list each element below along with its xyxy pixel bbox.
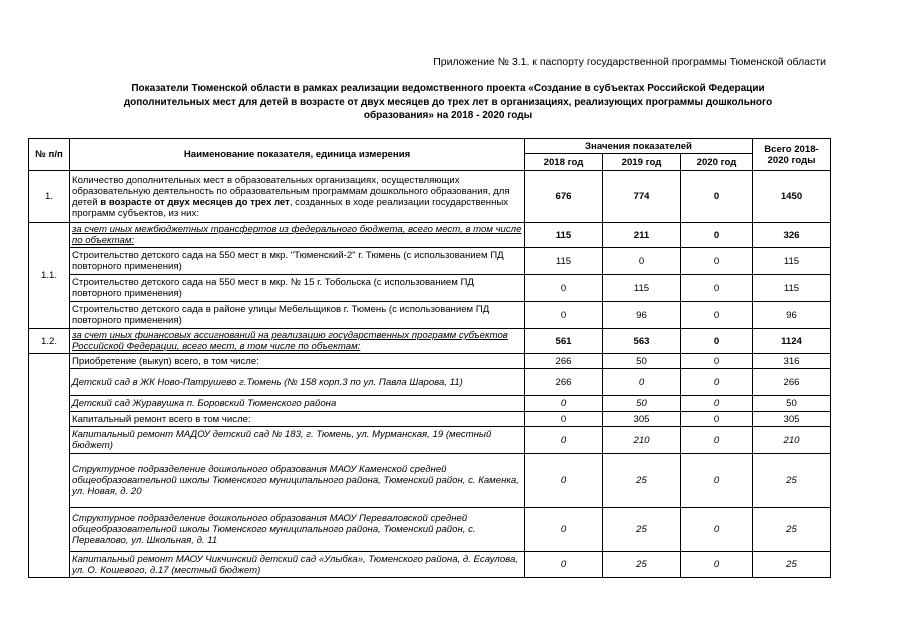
row-num-empty xyxy=(29,354,70,578)
row-name: Количество дополнительных мест в образовательных организациях, осуществляющих образовательную деятельность по образовательным программам дошкольного образования, для детей в возрасте от двух месяцев до трех лет, созданных в ходе реализации государственных программ субъектов, из них: xyxy=(70,171,525,223)
table-row xyxy=(29,171,831,223)
value-total: 25 xyxy=(753,552,831,578)
table-row xyxy=(29,396,831,412)
table-row xyxy=(29,412,831,427)
row-name: Структурное подразделение дошкольного образования МАОУ Перевaловской средней общеобразовательной школы Тюменского муниципального района, Тюменский район, с. Перевалово, ул. Школьная, д. 11 xyxy=(70,508,525,552)
value-2019: 50 xyxy=(603,354,681,369)
row-num: 1.2. xyxy=(29,329,70,354)
header-2018: 2018 год xyxy=(525,154,603,171)
value-2019: 563 xyxy=(603,329,681,354)
table-row xyxy=(29,427,831,454)
value-2019: 305 xyxy=(603,412,681,427)
value-total: 326 xyxy=(753,223,831,248)
header-2020: 2020 год xyxy=(681,154,753,171)
value-2018: 676 xyxy=(525,171,603,223)
value-2018: 0 xyxy=(525,275,603,302)
value-total: 1124 xyxy=(753,329,831,354)
value-total: 25 xyxy=(753,508,831,552)
title-line: Показатели Тюменской области в рамках реализации ведомственного проекта «Создание в субъектах Российской Федерации xyxy=(131,83,765,94)
value-2018: 266 xyxy=(525,354,603,369)
table-row xyxy=(29,248,831,275)
value-2018: 0 xyxy=(525,302,603,329)
value-2019: 0 xyxy=(603,369,681,396)
value-2019: 25 xyxy=(603,508,681,552)
value-2019: 25 xyxy=(603,552,681,578)
indicators-table xyxy=(28,138,831,578)
value-2019: 96 xyxy=(603,302,681,329)
header-values: Значения показателей xyxy=(525,139,753,154)
row-num: 1. xyxy=(29,171,70,223)
value-2020: 0 xyxy=(681,508,753,552)
value-total: 266 xyxy=(753,369,831,396)
value-total: 305 xyxy=(753,412,831,427)
table-row xyxy=(29,354,831,369)
row-name: Капитальный ремонт МАДОУ детский сад № 183, г. Тюмень, ул. Мурманская, 19 (местный бюджет) xyxy=(70,427,525,454)
value-2020: 0 xyxy=(681,171,753,223)
appendix-reference: Приложение № 3.1. к паспорту государственной программы Тюменской области xyxy=(433,56,826,68)
value-total: 115 xyxy=(753,275,831,302)
table-row xyxy=(29,329,831,354)
table-row xyxy=(29,454,831,508)
value-2020: 0 xyxy=(681,427,753,454)
row-name: Приобретение (выкуп) всего, в том числе: xyxy=(70,354,525,369)
title-line: образования» на 2018 - 2020 годы xyxy=(363,110,533,121)
value-2018: 0 xyxy=(525,508,603,552)
value-2019: 25 xyxy=(603,454,681,508)
value-2019: 50 xyxy=(603,396,681,412)
value-2018: 115 xyxy=(525,248,603,275)
row-name: Детский сад в ЖК Ново-Патрушево г.Тюмень (№ 158 корп.3 по ул. Павла Шарова, 11) xyxy=(70,369,525,396)
table-row xyxy=(29,302,831,329)
value-2018: 0 xyxy=(525,396,603,412)
row-name: Строительство детского сада на 550 мест в мкр. "Тюменский-2" г. Тюмень (с использованием ПД повторного применения) xyxy=(70,248,525,275)
value-total: 96 xyxy=(753,302,831,329)
value-2020: 0 xyxy=(681,454,753,508)
header-2019: 2019 год xyxy=(603,154,681,171)
header-num: № п/п xyxy=(29,139,70,171)
value-total: 115 xyxy=(753,248,831,275)
header-row xyxy=(29,139,831,154)
row-name: Капитальный ремонт всего в том числе: xyxy=(70,412,525,427)
header-total: Всего 2018-2020 годы xyxy=(753,139,831,171)
value-2018: 0 xyxy=(525,552,603,578)
value-2020: 0 xyxy=(681,248,753,275)
table-row xyxy=(29,275,831,302)
value-2020: 0 xyxy=(681,354,753,369)
value-total: 50 xyxy=(753,396,831,412)
table-row xyxy=(29,508,831,552)
value-2018: 0 xyxy=(525,412,603,427)
value-2018: 0 xyxy=(525,454,603,508)
value-2018: 266 xyxy=(525,369,603,396)
table-row xyxy=(29,369,831,396)
title-line: дополнительных мест для детей в возрасте от двух месяцев до трех лет в организациях, реализующих программы дошкольного xyxy=(123,96,773,108)
value-2018: 115 xyxy=(525,223,603,248)
value-2020: 0 xyxy=(681,412,753,427)
value-total: 1450 xyxy=(753,171,831,223)
value-2020: 0 xyxy=(681,396,753,412)
value-2020: 0 xyxy=(681,552,753,578)
row-num: 1.1. xyxy=(29,223,70,329)
value-total: 25 xyxy=(753,454,831,508)
value-2019: 115 xyxy=(603,275,681,302)
value-2018: 0 xyxy=(525,427,603,454)
value-2019: 210 xyxy=(603,427,681,454)
table-row xyxy=(29,223,831,248)
value-2019: 774 xyxy=(603,171,681,223)
value-2018: 561 xyxy=(525,329,603,354)
value-2020: 0 xyxy=(681,223,753,248)
row-name: за счет иных межбюджетных трансфертов из федерального бюджета, всего мест, в том числе по объектам: xyxy=(70,223,525,248)
row-name: за счет иных финансовых ассигнований на реализацию государственных программ субъектов Российской Федерации, всего мест, в том числе по объектам: xyxy=(70,329,525,354)
value-2020: 0 xyxy=(681,369,753,396)
row-name: Структурное подразделение дошкольного образования МАОУ Каменской средней общеобразовательной школы Тюменского муниципального района, Тюменский район, с. Каменка, ул. Новая, д. 20 xyxy=(70,454,525,508)
value-2019: 211 xyxy=(603,223,681,248)
value-2020: 0 xyxy=(681,302,753,329)
header-name: Наименование показателя, единица измерения xyxy=(70,139,525,171)
value-2020: 0 xyxy=(681,275,753,302)
row-name: Детский сад Журавушка п. Боровский Тюменского района xyxy=(70,396,525,412)
value-total: 210 xyxy=(753,427,831,454)
row-name: Строительство детского сада в районе улицы Мебельщиков г. Тюмень (с использованием ПД повторного применения) xyxy=(70,302,525,329)
table-row xyxy=(29,552,831,578)
row-name: Строительство детского сада на 550 мест в мкр. № 15 г. Тобольска (с использованием ПД повторного применения) xyxy=(70,275,525,302)
row-name: Капитальный ремонт МАОУ Чикчинский детский сад «Улыбка», Тюменского района, д. Есаулова, ул. О. Кошевого, д.17 (местный бюджет) xyxy=(70,552,525,578)
value-2019: 0 xyxy=(603,248,681,275)
document-title xyxy=(58,82,838,123)
value-2020: 0 xyxy=(681,329,753,354)
value-total: 316 xyxy=(753,354,831,369)
